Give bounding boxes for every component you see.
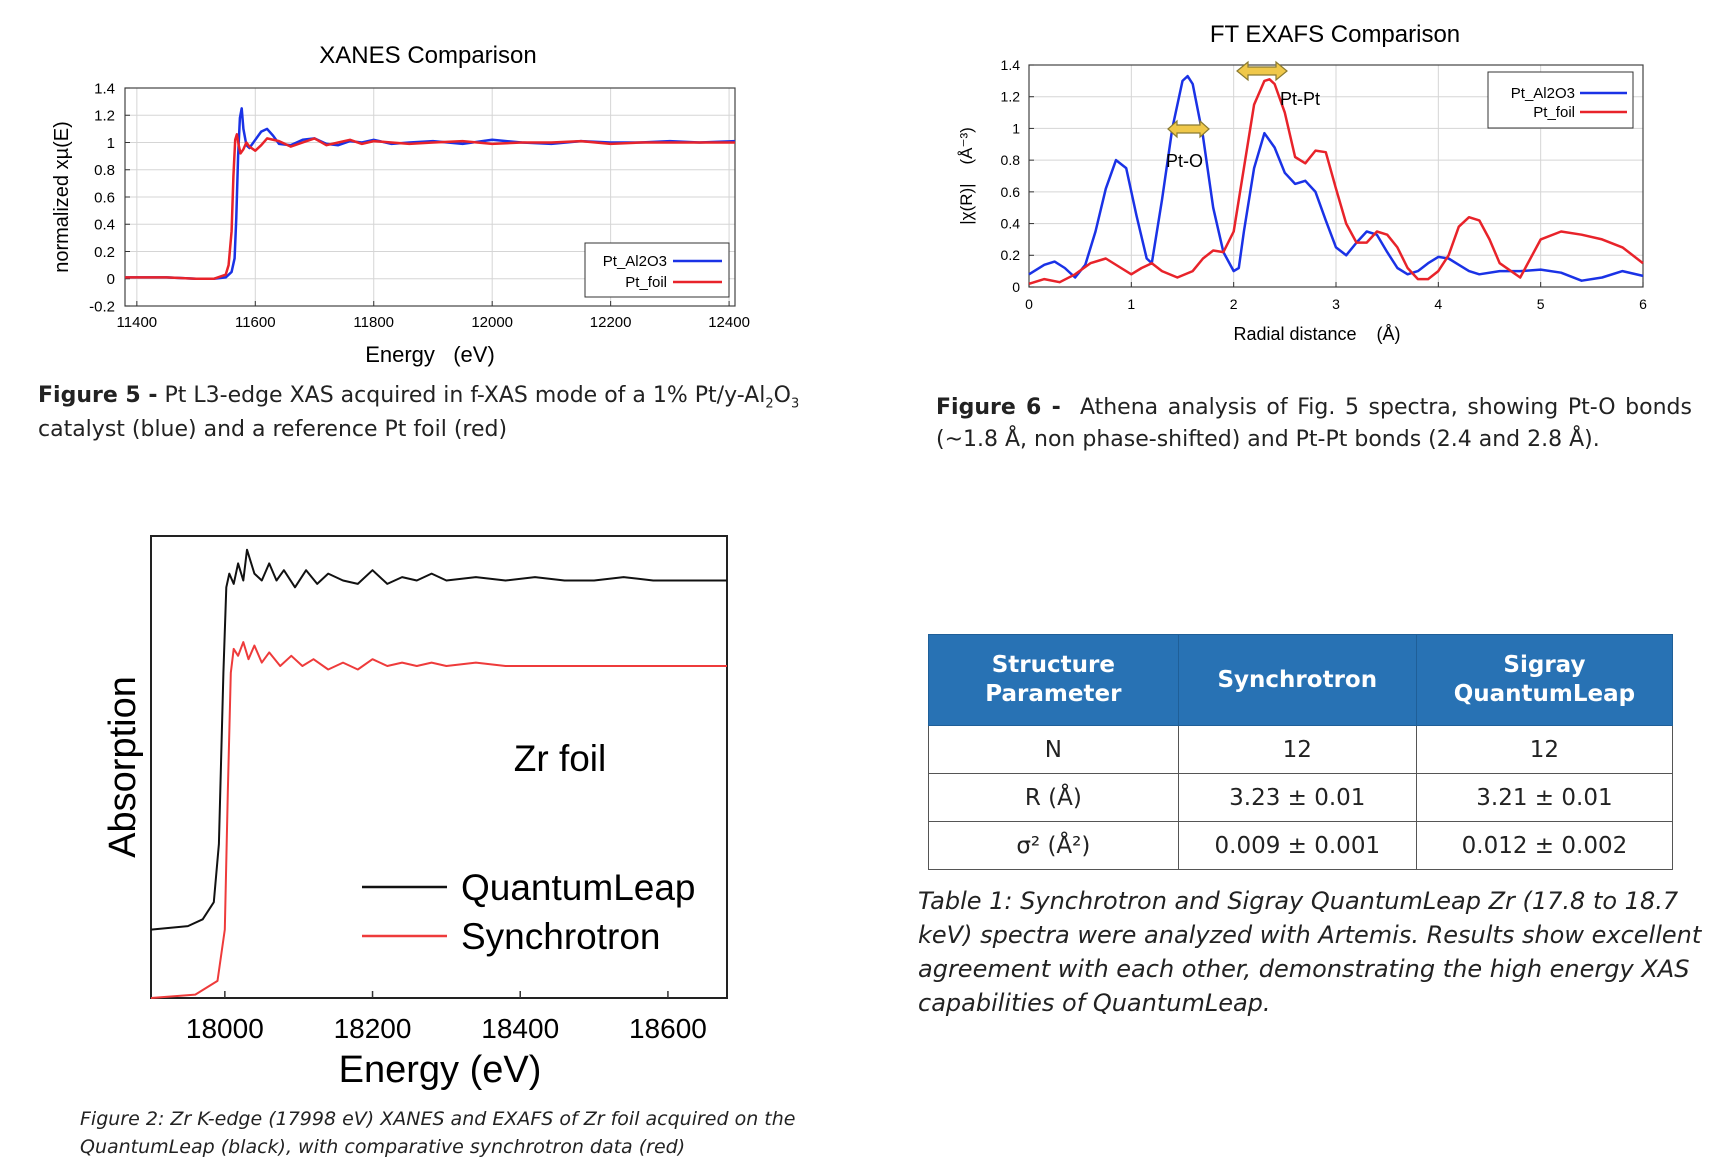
x-tick-label: 18400 [481, 1013, 560, 1044]
y-tick-label: 0.6 [94, 189, 115, 207]
pt-o-annotation [1166, 121, 1209, 171]
y-tick-label: -0.2 [89, 298, 115, 316]
x-tick-label: 2 [1229, 296, 1238, 312]
table-header-sigray-quantumleap: Sigray QuantumLeap [1416, 635, 1672, 726]
figure6-text: Athena analysis of Fig. 5 spectra, showing Pt-O bonds (~1.8 Å, non phase-shifted) and Pt-Pt bonds (2.4 and 2.8 Å). [936, 395, 1692, 452]
zrfoil-legend [362, 867, 696, 957]
table-cell: 3.21 ± 0.01 [1416, 774, 1672, 822]
x-tick-label: 0 [1025, 296, 1033, 312]
figure5-sub3: 3 [790, 396, 800, 412]
zr-foil-label: Zr foil [513, 738, 607, 779]
ftexafs-legend-label-0: Pt_Al2O3 [1510, 85, 1575, 102]
figure6-caption [936, 392, 1692, 456]
table-cell: 3.23 ± 0.01 [1178, 774, 1416, 822]
table-cell: 0.012 ± 0.002 [1416, 822, 1672, 870]
table-cell: 12 [1416, 726, 1672, 774]
zrfoil-legend-label-1: Synchrotron [461, 916, 661, 957]
zrfoil-chart [0, 520, 880, 1110]
x-tick-label: 18600 [628, 1013, 707, 1044]
y-tick-label: 0 [106, 271, 115, 288]
y-tick-label: 1.2 [1000, 88, 1020, 105]
pt-o-label: Pt-O [1166, 151, 1204, 171]
x-tick-label: 18000 [185, 1013, 264, 1044]
figure5-caption [38, 380, 828, 446]
pt-pt-annotation [1237, 62, 1320, 109]
xanes-legend [585, 243, 729, 297]
y-tick-label: 1 [106, 134, 115, 152]
table-cell: σ² (Å²) [929, 822, 1179, 870]
figure5-text-a: Pt L3-edge XAS acquired in f-XAS mode of a 1% Pt/y-Al [157, 383, 766, 408]
x-tick-label: 3 [1332, 296, 1340, 312]
table-row [929, 726, 1673, 774]
table1-caption [918, 884, 1718, 1020]
table-header-structure-parameter: Structure Parameter [929, 635, 1179, 726]
pt-o-double-arrow [1168, 121, 1209, 137]
x-tick-label: 4 [1434, 296, 1443, 312]
ftexafs-ylabel: |χ(R)| (Å⁻³) [957, 127, 976, 225]
figure5-label: Figure 5 - [38, 383, 158, 408]
x-tick-label: 18200 [333, 1013, 412, 1044]
table-cell: 0.009 ± 0.001 [1178, 822, 1416, 870]
x-tick-label: 5 [1536, 296, 1545, 312]
ftexafs-xlabel: Radial distance (Å) [1233, 324, 1401, 344]
x-tick-label: 11600 [234, 314, 276, 331]
table-cell: 12 [1178, 726, 1416, 774]
table-cell: N [929, 726, 1179, 774]
xanes-legend-label-1: Pt_foil [625, 274, 667, 291]
x-tick-label: 12400 [708, 314, 750, 331]
x-tick-label: 6 [1639, 296, 1647, 312]
figure5-o: O [773, 383, 791, 408]
zrfoil-legend-label-0: QuantumLeap [461, 867, 696, 908]
x-tick-label: 12200 [589, 314, 632, 331]
y-tick-label: 0.8 [94, 162, 115, 179]
table-header-synchrotron: Synchrotron [1178, 635, 1416, 726]
table-header-row [929, 635, 1673, 726]
figure2-caption-line2: QuantumLeap (black), with comparative synchrotron data (red) [80, 1135, 686, 1158]
table-row [929, 774, 1673, 822]
xanes-ylabel: normalized xµ(E) [51, 121, 73, 273]
figure6-label: Figure 6 - [936, 395, 1061, 420]
xanes-title: XANES Comparison [319, 42, 537, 69]
y-tick-label: 0.6 [1000, 183, 1020, 200]
xanes-legend-label-0: Pt_Al2O3 [602, 253, 667, 270]
ftexafs-chart [930, 0, 1727, 360]
y-tick-label: 0.4 [94, 216, 115, 234]
ftexafs-legend-label-1: Pt_foil [1533, 104, 1575, 121]
x-tick-label: 11400 [116, 314, 158, 331]
x-tick-label: 11800 [353, 314, 395, 331]
figure2-caption [80, 1106, 860, 1161]
zrfoil-ylabel: Absorption [102, 676, 144, 858]
pt-pt-label: Pt-Pt [1280, 89, 1321, 109]
y-tick-label: 0 [1012, 278, 1020, 295]
y-tick-label: 0.8 [1000, 152, 1020, 169]
y-tick-label: 1.4 [1000, 56, 1020, 73]
y-tick-label: 1.4 [94, 80, 115, 98]
ftexafs-legend [1488, 72, 1633, 128]
ftexafs-title: FT EXAFS Comparison [1209, 21, 1461, 48]
table-cell: R (Å) [929, 774, 1179, 822]
x-tick-label: 12000 [471, 314, 514, 331]
xanes-xlabel: Energy (eV) [365, 342, 495, 367]
structure-parameter-table [928, 634, 1673, 870]
figure5-sub2: 2 [765, 396, 774, 412]
y-tick-label: 0.2 [94, 243, 115, 261]
y-tick-label: 1.2 [94, 107, 115, 125]
table-row [929, 822, 1673, 870]
xanes-chart [0, 0, 860, 370]
y-tick-label: 1 [1012, 120, 1020, 137]
y-tick-label: 0.2 [1000, 247, 1020, 264]
figure2-caption-line1: Figure 2: Zr K-edge (17998 eV) XANES and EXAFS of Zr foil acquired on the [80, 1108, 796, 1130]
x-tick-label: 1 [1127, 296, 1136, 312]
zrfoil-xlabel: Energy (eV) [338, 1049, 542, 1091]
y-tick-label: 0.4 [1000, 215, 1020, 232]
table1-caption-text: Table 1: Synchrotron and Sigray QuantumLeap Zr (17.8 to 18.7 keV) spectra were analyzed with Artemis. Results show excellent agreement with each other, demonstrating the high energy XAS capabilities of QuantumLeap. [918, 887, 1702, 1018]
figure5-text-b: catalyst (blue) and a reference Pt foil (red) [38, 417, 508, 443]
